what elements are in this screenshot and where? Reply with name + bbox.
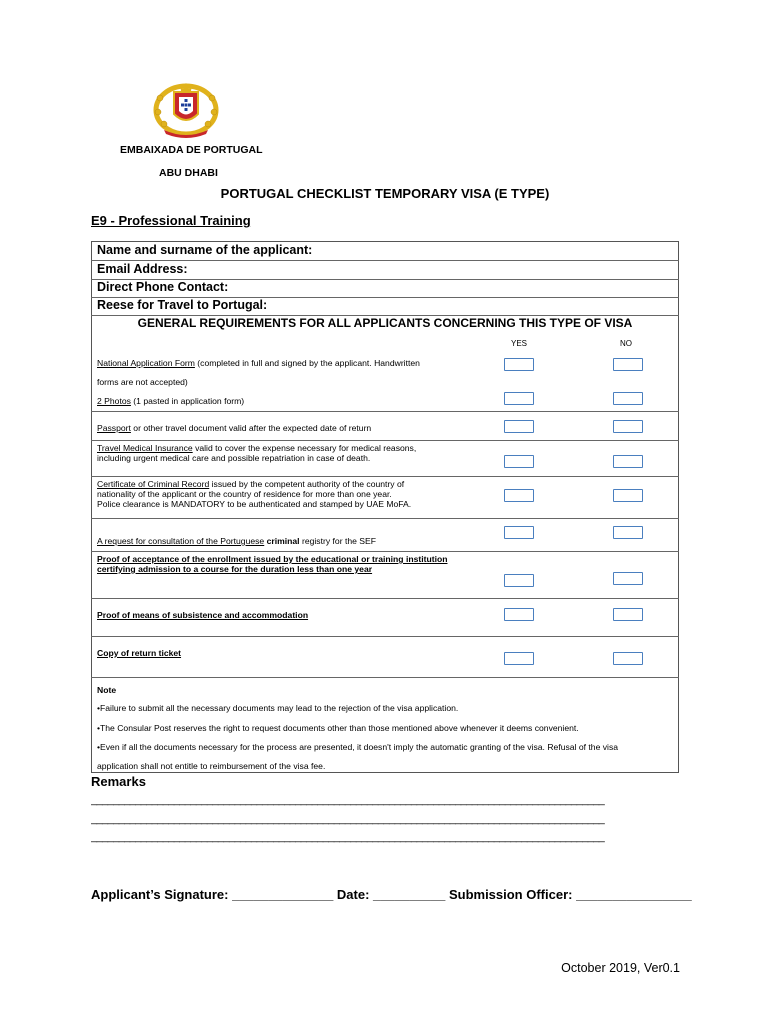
requirement-enrollment xyxy=(97,554,462,574)
no-checkbox[interactable] xyxy=(613,608,643,621)
note-item: •Even if all the documents necessary for the process are presented, it doesn't imply the automatic granting of the visa. Refusal of the visa xyxy=(97,742,619,752)
requirement-text: or other travel document valid after the expected date of return xyxy=(130,423,372,433)
requirement-passport xyxy=(97,423,462,433)
portugal-coat-of-arms-icon xyxy=(150,80,222,138)
remarks-line[interactable]: _____________________________________________________________________________________________ xyxy=(91,831,605,843)
requirement-link: Travel Medical Insurance xyxy=(97,443,193,453)
embassy-city: ABU DHABI xyxy=(159,167,218,179)
requirement-link: Passport xyxy=(97,423,131,433)
requirement-return-ticket xyxy=(97,648,462,658)
note-item: •Failure to submit all the necessary documents may lead to the rejection of the visa application. xyxy=(97,703,459,713)
note-heading: Note xyxy=(97,685,117,695)
requirement-text: nationality of the applicant or the country of residence for more than one year. xyxy=(97,489,392,499)
requirement-link: Certificate of Criminal Record xyxy=(97,479,210,489)
requirement-text: including urgent medical care and possible repatriation in case of death. xyxy=(97,453,371,463)
no-checkbox[interactable] xyxy=(613,455,643,468)
requirement-text: valid to cover the expense necessary for medical reasons, xyxy=(192,443,417,453)
note-item: application shall not entitle to reimbursement of the visa fee. xyxy=(97,761,326,771)
no-checkbox[interactable] xyxy=(613,489,643,502)
yes-checkbox[interactable] xyxy=(504,392,534,405)
yes-checkbox[interactable] xyxy=(504,652,534,665)
requirement-application-form-cont: forms are not accepted) xyxy=(97,377,188,387)
divider xyxy=(91,598,679,599)
no-checkbox[interactable] xyxy=(613,572,643,585)
requirement-photos xyxy=(97,396,462,406)
no-checkbox[interactable] xyxy=(613,420,643,433)
requirement-link: 2 Photos xyxy=(97,396,131,406)
yes-checkbox[interactable] xyxy=(504,420,534,433)
travel-reason-label: Reese for Travel to Portugal: xyxy=(97,298,268,312)
no-checkbox[interactable] xyxy=(613,526,643,539)
divider xyxy=(91,411,679,412)
yes-checkbox[interactable] xyxy=(504,574,534,587)
requirement-text: Police clearance is MANDATORY to be authenticated and stamped by UAE MoFA. xyxy=(97,499,412,509)
signature-line[interactable]: Applicant’s Signature: ______________ Date: __________ Submission Officer: ________________ xyxy=(91,887,692,902)
requirement-link: National Application Form xyxy=(97,358,195,368)
requirement-criminal-record xyxy=(97,479,462,509)
no-checkbox[interactable] xyxy=(613,358,643,371)
requirement-application-form xyxy=(97,358,462,368)
yes-checkbox[interactable] xyxy=(504,608,534,621)
page-title: PORTUGAL CHECKLIST TEMPORARY VISA (E TYPE) xyxy=(220,186,550,201)
requirement-link: A request for consultation of the Portuguese xyxy=(97,536,265,546)
yes-checkbox[interactable] xyxy=(504,455,534,468)
visa-section-title: E9 - Professional Training xyxy=(91,213,251,228)
divider xyxy=(91,677,679,678)
yes-column-header: YES xyxy=(511,339,528,348)
requirement-link: certifying admission to a course for the duration less than one year xyxy=(97,564,373,574)
embassy-name: EMBAIXADA DE PORTUGAL xyxy=(120,144,263,156)
no-checkbox[interactable] xyxy=(613,652,643,665)
yes-checkbox[interactable] xyxy=(504,489,534,502)
no-checkbox[interactable] xyxy=(613,392,643,405)
requirement-sef-consultation xyxy=(97,536,462,546)
no-column-header: NO xyxy=(620,339,632,348)
remarks-line[interactable]: _____________________________________________________________________________________________ xyxy=(91,813,605,825)
requirement-link: Proof of means of subsistence and accommodation xyxy=(97,610,309,620)
phone-label: Direct Phone Contact: xyxy=(97,280,229,294)
divider xyxy=(91,551,679,552)
email-label: Email Address: xyxy=(97,262,188,276)
divider xyxy=(91,518,679,519)
yes-checkbox[interactable] xyxy=(504,358,534,371)
divider xyxy=(91,636,679,637)
applicant-name-label: Name and surname of the applicant: xyxy=(97,243,313,257)
requirement-link: Proof of acceptance of the enrollment issued by the educational or training institution xyxy=(97,554,448,564)
requirement-insurance xyxy=(97,443,462,463)
requirement-text: (1 pasted in application form) xyxy=(130,396,245,406)
version-label: October 2019, Ver0.1 xyxy=(561,961,680,975)
divider xyxy=(91,260,679,261)
divider xyxy=(91,440,679,441)
requirement-text: registry for the SEF xyxy=(299,536,376,546)
requirement-bold: criminal xyxy=(264,536,300,546)
remarks-label: Remarks xyxy=(91,774,146,789)
requirement-text: issued by the competent authority of the country of xyxy=(209,479,405,489)
requirement-link: Copy of return ticket xyxy=(97,648,182,658)
yes-checkbox[interactable] xyxy=(504,526,534,539)
divider xyxy=(91,476,679,477)
general-requirements-heading: GENERAL REQUIREMENTS FOR ALL APPLICANTS CONCERNING THIS TYPE OF VISA xyxy=(137,316,633,330)
requirement-subsistence xyxy=(97,610,462,620)
remarks-line[interactable]: _____________________________________________________________________________________________ xyxy=(91,794,605,806)
requirement-text: (completed in full and signed by the applicant. Handwritten xyxy=(194,358,420,368)
note-item: •The Consular Post reserves the right to request documents other than those mentioned above whenever it deems convenient. xyxy=(97,723,579,733)
